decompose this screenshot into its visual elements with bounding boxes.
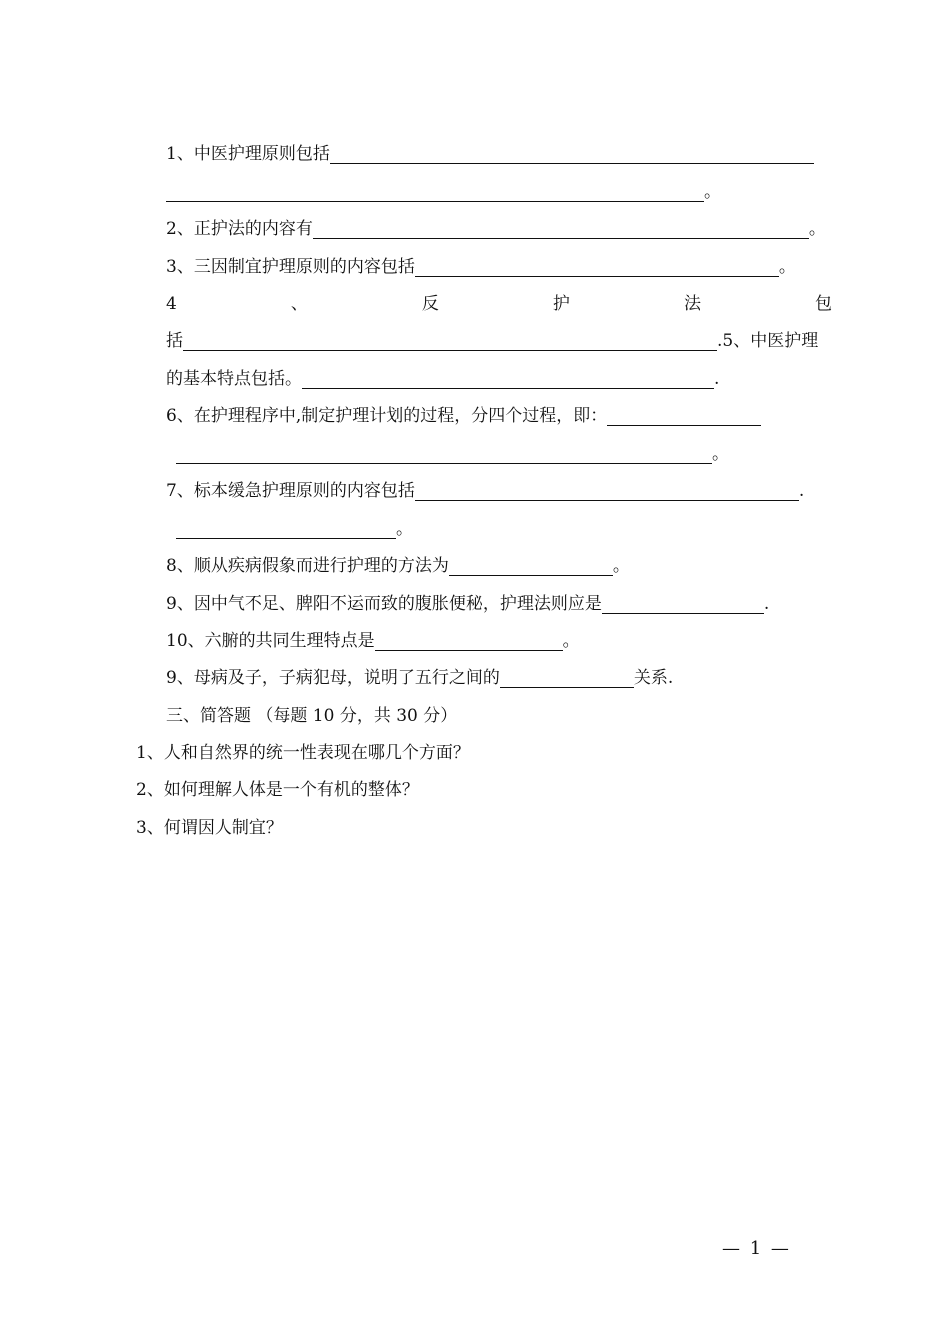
answer-blank[interactable] xyxy=(166,183,704,202)
answer-blank[interactable] xyxy=(607,407,761,426)
question-4-part: 法 xyxy=(683,294,701,314)
question-2-end: 。 xyxy=(808,219,826,239)
question-7-end-b: 。 xyxy=(396,519,413,539)
question-1-text: 1、中医护理原则包括 xyxy=(166,144,330,164)
answer-blank[interactable] xyxy=(183,332,717,351)
question-5-start: 5、中医护理 xyxy=(722,331,819,351)
question-5-end: . xyxy=(714,369,720,389)
answer-blank[interactable] xyxy=(313,220,809,239)
question-4-part: 反 xyxy=(421,294,439,314)
question-4-cont: 括 xyxy=(166,331,183,351)
question-10-text: 10、六腑的共同生理特点是 xyxy=(166,631,375,651)
short-answer-question: 3、何谓因人制宜？ xyxy=(136,818,283,838)
question-7 xyxy=(166,481,804,501)
question-4-part: 、 xyxy=(290,294,308,314)
question-4-part: 护 xyxy=(552,294,570,314)
question-8 xyxy=(166,556,630,576)
answer-blank[interactable] xyxy=(415,258,779,277)
section-3-title: 三、简答题 （每题 10 分，共 30 分） xyxy=(166,706,458,726)
question-9b-end: 关系. xyxy=(633,668,674,688)
question-5-cont: 的基本特点包括。 xyxy=(166,369,302,389)
question-10-end: 。 xyxy=(562,631,580,651)
answer-blank[interactable] xyxy=(415,482,799,501)
question-1 xyxy=(166,144,814,164)
question-1-continuation xyxy=(166,182,721,202)
page-number: — 1 — xyxy=(722,1238,791,1259)
question-4-part: 4 xyxy=(166,294,177,314)
question-2 xyxy=(166,219,826,239)
question-2-text: 2、正护法的内容有 xyxy=(166,219,313,239)
question-7-end-a: . xyxy=(798,481,805,501)
question-3 xyxy=(166,257,796,277)
question-1-end: 。 xyxy=(704,182,721,202)
answer-blank[interactable] xyxy=(176,520,396,539)
question-4-continuation xyxy=(166,331,818,351)
question-9b-text: 9、母病及子，子病犯母，说明了五行之间的 xyxy=(166,668,500,688)
answer-blank[interactable] xyxy=(330,145,814,164)
question-4-part: 包 xyxy=(814,294,832,314)
question-7-continuation xyxy=(176,519,413,539)
short-answer-question: 2、如何理解人体是一个有机的整体？ xyxy=(136,780,419,800)
question-4 xyxy=(166,294,832,314)
question-6-text: 6、在护理程序中,制定护理计划的过程，分四个过程，即： xyxy=(166,406,608,426)
question-3-end: 。 xyxy=(778,257,796,277)
short-answer-question: 1、人和自然界的统一性表现在哪几个方面？ xyxy=(136,743,470,763)
answer-blank[interactable] xyxy=(375,632,563,651)
question-5-continuation xyxy=(166,369,719,389)
question-9-text: 9、因中气不足、脾阳不运而致的腹胀便秘，护理法则应是 xyxy=(166,594,602,614)
question-6 xyxy=(166,406,761,426)
answer-blank[interactable] xyxy=(449,557,613,576)
question-9b xyxy=(166,668,673,688)
answer-blank[interactable] xyxy=(602,595,764,614)
question-9-end: . xyxy=(763,594,770,614)
answer-blank[interactable] xyxy=(500,669,634,688)
question-8-end: 。 xyxy=(612,556,630,576)
question-3-text: 3、三因制宜护理原则的内容包括 xyxy=(166,257,415,277)
question-7-text: 7、标本缓急护理原则的内容包括 xyxy=(166,481,415,501)
answer-blank[interactable] xyxy=(176,445,712,464)
question-9 xyxy=(166,594,769,614)
answer-blank[interactable] xyxy=(302,370,714,389)
question-8-text: 8、顺从疾病假象而进行护理的方法为 xyxy=(166,556,449,576)
question-6-continuation xyxy=(176,444,729,464)
question-6-end: 。 xyxy=(712,444,729,464)
question-10 xyxy=(166,631,580,651)
question-4-end: . xyxy=(717,331,723,351)
